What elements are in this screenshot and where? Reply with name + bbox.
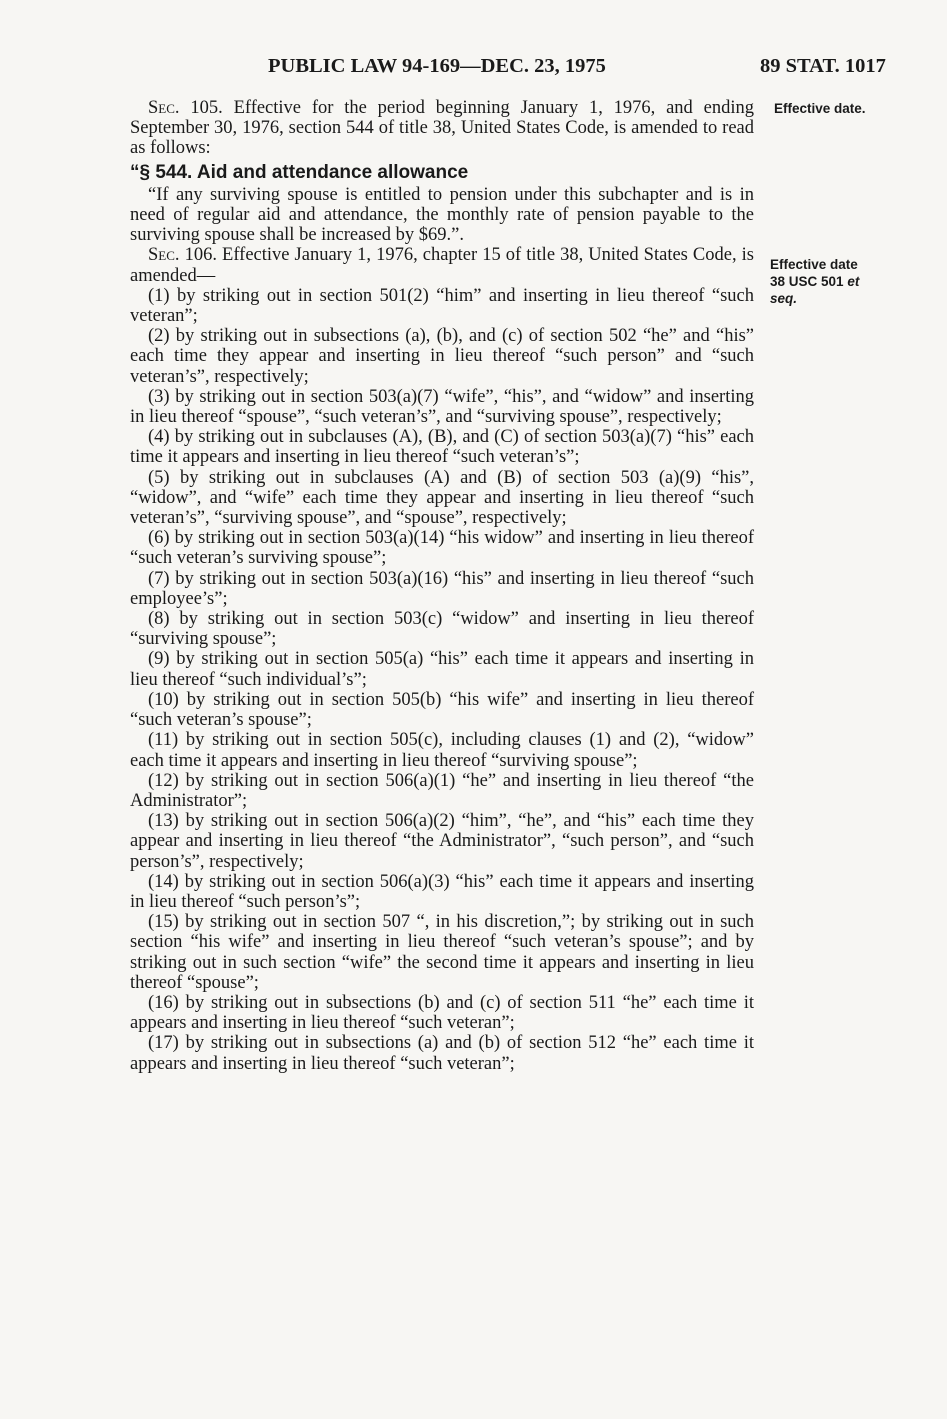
clause-9: (9) by striking out in section 505(a) “his” each time it appears and inserting in lieu thereof “such individual’s”; xyxy=(130,649,754,690)
clause-8: (8) by striking out in section 503(c) “widow” and inserting in lieu thereof “surviving spouse”; xyxy=(130,609,754,650)
section-544-text: “If any surviving spouse is entitled to pension under this subchapter and is in need of regular aid and attendance, the monthly rate of pension payable to the surviving spouse shall be increased by $69.”. xyxy=(130,184,754,246)
clause-2: (2) by striking out in subsections (a), (b), and (c) of section 502 “he” and “his” each time they appear and inserting in lieu thereof “such person” and “such veteran’s”, respectively; xyxy=(130,326,754,387)
clause-7: (7) by striking out in section 503(a)(16) “his” and inserting in lieu thereof “such employee’s”; xyxy=(130,568,754,609)
clause-10: (10) by striking out in section 505(b) “his wife” and inserting in lieu thereof “such veteran’s spouse”; xyxy=(130,689,754,731)
statute-page-number: 89 STAT. 1017 xyxy=(760,55,886,77)
section-label: Sec. 105. xyxy=(148,98,223,118)
section-106 xyxy=(130,245,754,285)
margin-note-citation xyxy=(770,273,859,290)
margin-note-et: et xyxy=(847,274,860,289)
margin-note-text: Effective date. xyxy=(774,101,866,116)
section-105 xyxy=(130,98,754,159)
clause-12: (12) by striking out in section 506(a)(1) “he” and inserting in lieu thereof “the Administrator”; xyxy=(130,770,754,811)
clause-5: (5) by striking out in subclauses (A) and (B) of section 503 (a)(9) “his”, “widow”, and “wife” each time they appear and inserting in lieu thereof “such veteran’s”, “surviving spouse”, and “spouse”, respectively; xyxy=(130,467,754,529)
section-544-heading: “§ 544. Aid and attendance allowance xyxy=(130,161,469,183)
margin-note-citation-text: 38 USC 501 xyxy=(770,274,844,289)
margin-note-seq: seq. xyxy=(770,291,798,306)
clause-13: (13) by striking out in section 506(a)(2) “him”, “he”, and “his” each time they appear and inserting in lieu thereof “the Administrator”, “such person”, and “such person’s”, respectively; xyxy=(130,811,754,872)
margin-note-effective-date-usc xyxy=(770,256,859,307)
section-text: Effective January 1, 1976, chapter 15 of title 38, United States Code, is amended— xyxy=(130,245,755,286)
page-header xyxy=(0,55,947,85)
clause-3: (3) by striking out in section 503(a)(7) “wife”, “his”, and “widow” and inserting in lieu thereof “spouse”, “such veteran’s”, and “surviving spouse”, respectively; xyxy=(130,386,754,428)
clause-11: (11) by striking out in section 505(c), including clauses (1) and (2), “widow” each time it appears and inserting in lieu thereof “surviving spouse”; xyxy=(130,730,754,771)
clause-16: (16) by striking out in subsections (b) and (c) of section 511 “he” each time it appears and inserting in lieu thereof “such veteran”; xyxy=(130,992,754,1034)
running-title: PUBLIC LAW 94-169—DEC. 23, 1975 xyxy=(268,55,606,77)
clause-1: (1) by striking out in section 501(2) “him” and inserting in lieu thereof “such veteran”; xyxy=(130,285,754,327)
clause-15: (15) by striking out in section 507 “, in his discretion,”; by striking out in such section “his wife” and inserting in lieu thereof “such veteran’s spouse”; and by striking out in such section “wife” the second time it appears and inserting in lieu thereof “spouse”; xyxy=(130,912,754,993)
body-text xyxy=(130,98,754,1074)
margin-note-line: Effective date xyxy=(770,257,858,272)
clause-17: (17) by striking out in subsections (a) and (b) of section 512 “he” each time it appears and inserting in lieu thereof “such veteran”; xyxy=(130,1033,754,1074)
clause-4: (4) by striking out in subclauses (A), (B), and (C) of section 503(a)(7) “his” each time it appears and inserting in lieu thereof “such veteran’s”; xyxy=(130,427,754,468)
clause-14: (14) by striking out in section 506(a)(3) “his” each time it appears and inserting in lieu thereof “such person’s”; xyxy=(130,871,754,912)
clause-6: (6) by striking out in section 503(a)(14) “his widow” and inserting in lieu thereof “such veteran’s surviving spouse”; xyxy=(130,528,754,569)
section-label: Sec. 106. xyxy=(148,245,217,266)
section-text: Effective for the period beginning January 1, 1976, and ending September 30, 1976, section 544 of title 38, United States Code, is amended to read as follows: xyxy=(130,98,754,159)
margin-note-effective-date xyxy=(774,100,866,117)
